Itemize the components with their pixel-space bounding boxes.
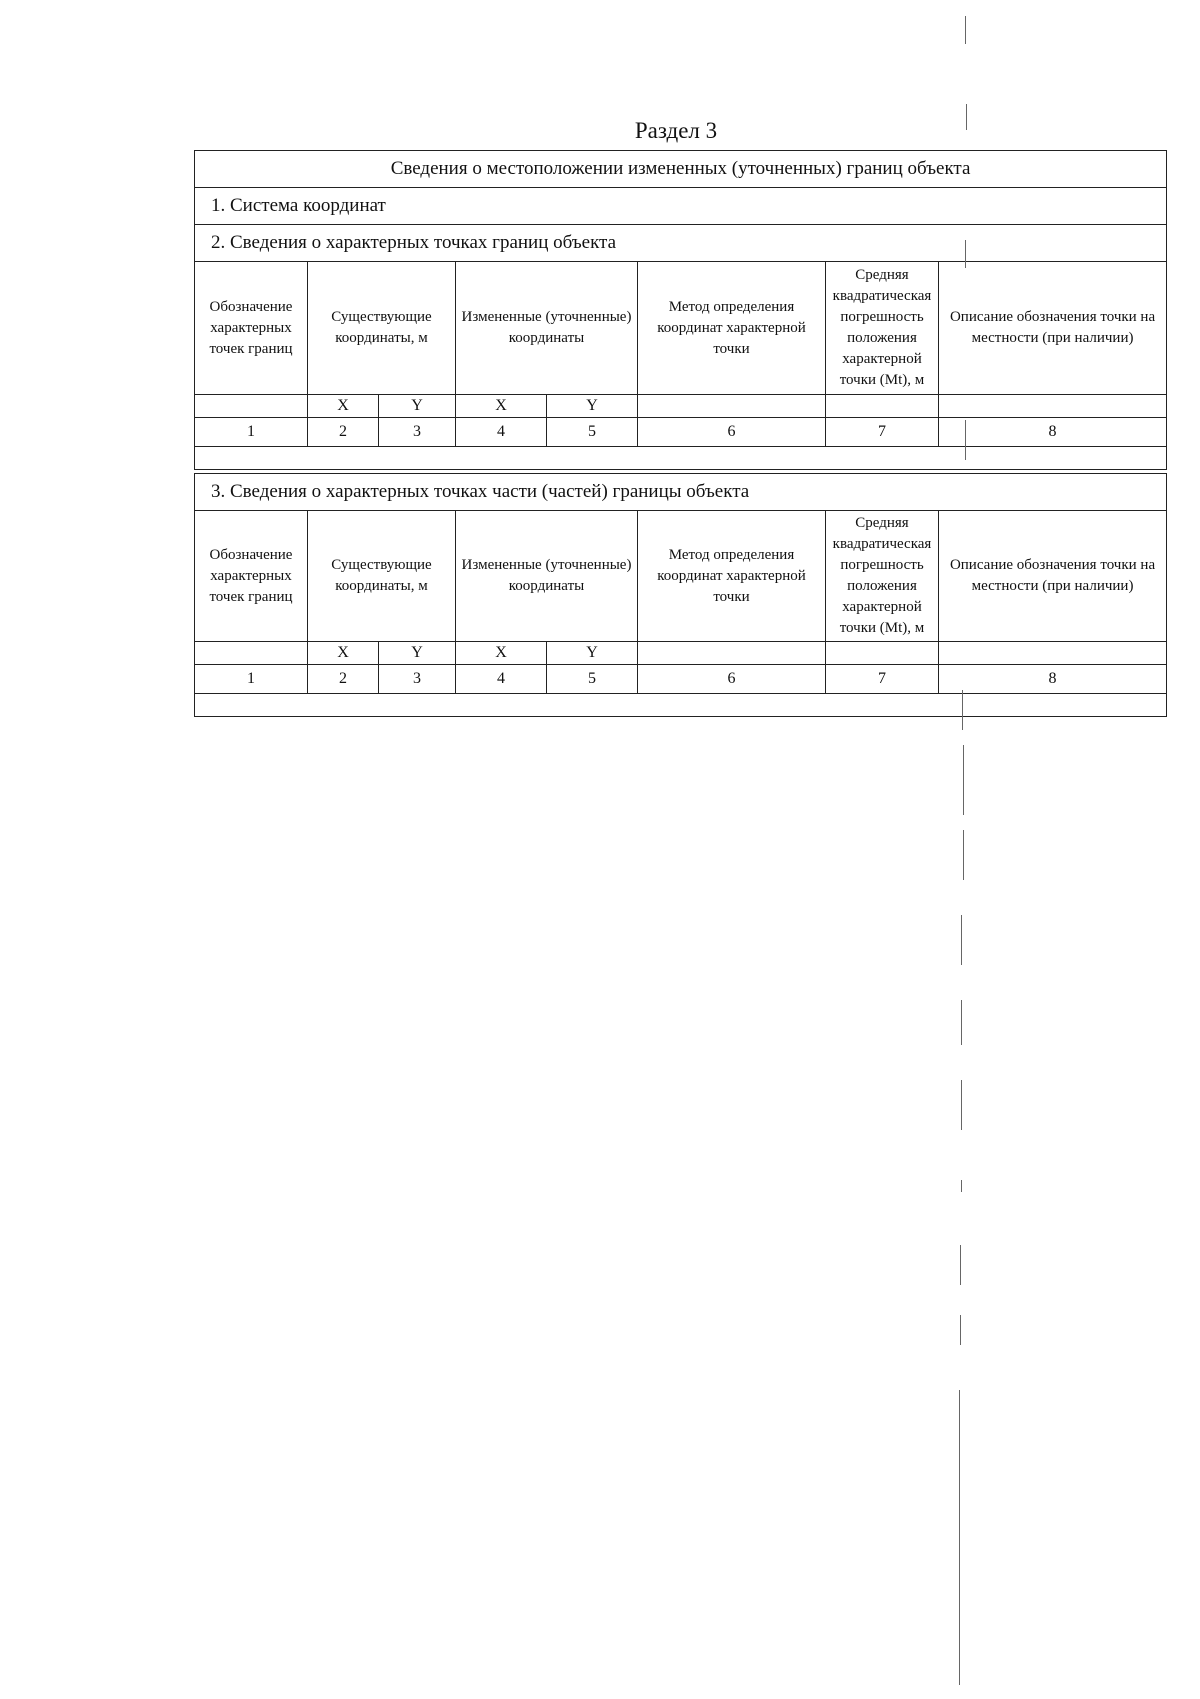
scan-artifact-line: [961, 915, 962, 965]
scan-artifact-line: [965, 240, 966, 268]
block-3-title: 3. Сведения о характерных точках части (частей) границы объекта: [195, 474, 1167, 511]
col-method-header: Метод определения координат характерной точки: [638, 262, 826, 395]
scan-artifact-line: [961, 1180, 962, 1192]
changed-y-label: Y: [547, 395, 638, 418]
scan-artifact-line: [966, 104, 967, 130]
changed-x-label: X: [456, 395, 547, 418]
column-number: 6: [638, 418, 826, 447]
existing-x-label: X: [308, 642, 379, 665]
col-designation-header: Обозначение характерных точек границ: [195, 262, 308, 395]
col-existing-header: Существующие координаты, м: [308, 511, 456, 642]
existing-y-label: Y: [379, 642, 456, 665]
column-number: 5: [547, 418, 638, 447]
scan-artifact-line: [963, 745, 964, 815]
part-boundary-points-table: [194, 473, 1167, 717]
column-number: 3: [379, 665, 456, 694]
column-number: 8: [939, 665, 1167, 694]
xy-cell-empty: [195, 642, 308, 665]
xy-cell-empty: [638, 395, 826, 418]
scan-artifact-line: [961, 1000, 962, 1045]
changed-y-label: Y: [547, 642, 638, 665]
col-changed-header: Измененные (уточненные) координаты: [456, 262, 638, 395]
column-number: 2: [308, 418, 379, 447]
scan-artifact-line: [963, 830, 964, 880]
column-number: 1: [195, 665, 308, 694]
xy-cell-empty: [826, 642, 939, 665]
scan-artifact-line: [965, 420, 966, 460]
scan-artifact-line: [959, 1390, 960, 1685]
column-number: 7: [826, 418, 939, 447]
scan-artifact-line: [962, 690, 963, 730]
block-2-title: 2. Сведения о характерных точках границ объекта: [195, 225, 1167, 262]
existing-y-label: Y: [379, 395, 456, 418]
column-number: 4: [456, 418, 547, 447]
column-number: 2: [308, 665, 379, 694]
column-number: 7: [826, 665, 939, 694]
column-number: 3: [379, 418, 456, 447]
xy-cell-empty: [195, 395, 308, 418]
scan-artifact-line: [960, 1315, 961, 1345]
xy-cell-empty: [826, 395, 939, 418]
boundary-points-table: [194, 150, 1167, 470]
scan-artifact-line: [961, 1080, 962, 1130]
column-number: 8: [939, 418, 1167, 447]
empty-data-row: [195, 694, 1167, 717]
col-method-header: Метод определения координат характерной точки: [638, 511, 826, 642]
col-description-header: Описание обозначения точки на местности (при наличии): [939, 262, 1167, 395]
table-heading: Сведения о местоположении измененных (уточненных) границ объекта: [195, 151, 1167, 188]
empty-data-row: [195, 447, 1167, 470]
column-number: 5: [547, 665, 638, 694]
section-title: Раздел 3: [634, 118, 718, 143]
column-number: 6: [638, 665, 826, 694]
scan-artifact-line: [965, 16, 966, 44]
column-number: 1: [195, 418, 308, 447]
col-changed-header: Измененные (уточненные) координаты: [456, 511, 638, 642]
existing-x-label: X: [308, 395, 379, 418]
col-existing-header: Существующие координаты, м: [308, 262, 456, 395]
xy-cell-empty: [939, 395, 1167, 418]
col-error-header: Средняя квадратическая погрешность положения характерной точки (Mt), м: [826, 262, 939, 395]
changed-x-label: X: [456, 642, 547, 665]
col-designation-header: Обозначение характерных точек границ: [195, 511, 308, 642]
coord-system-row: 1. Система координат: [195, 188, 1167, 225]
col-description-header: Описание обозначения точки на местности (при наличии): [939, 511, 1167, 642]
scan-artifact-line: [960, 1245, 961, 1285]
column-number: 4: [456, 665, 547, 694]
xy-cell-empty: [638, 642, 826, 665]
xy-cell-empty: [939, 642, 1167, 665]
col-error-header: Средняя квадратическая погрешность положения характерной точки (Mt), м: [826, 511, 939, 642]
